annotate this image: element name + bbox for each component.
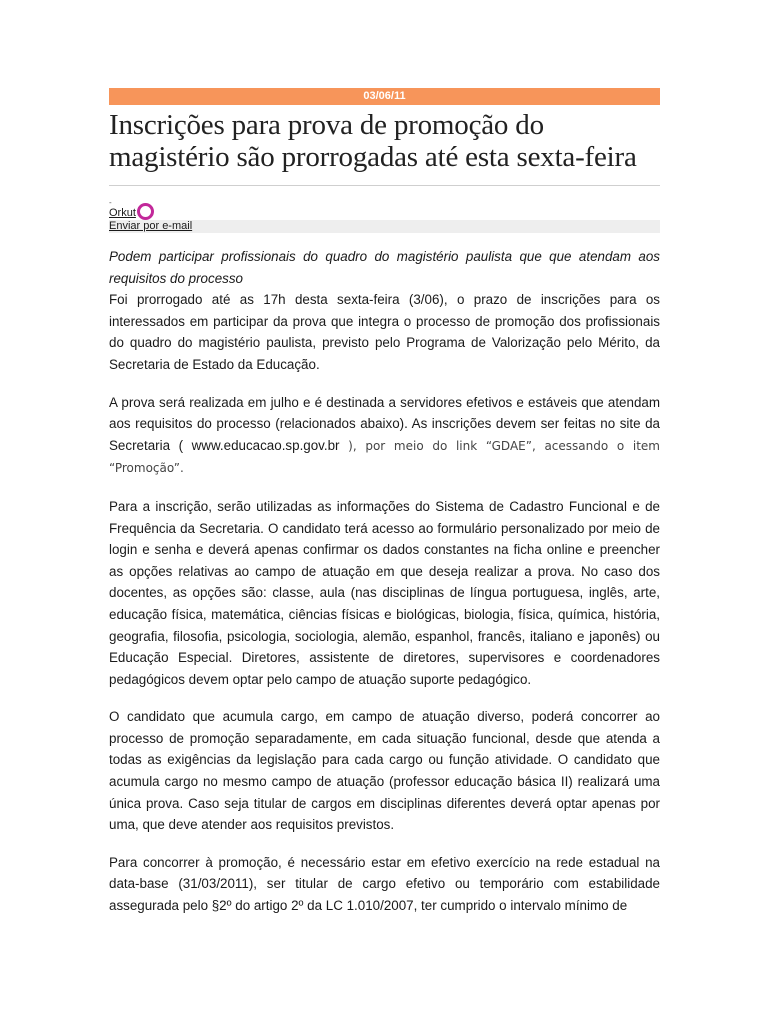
share-links (109, 200, 660, 233)
paragraph-2 (109, 392, 660, 480)
divider (109, 185, 660, 186)
paragraph-3: Para a inscrição, serão utilizadas as informações do Sistema de Cadastro Funcional e de Frequência da Secretaria. O candidato terá acesso ao formulário personalizado por meio de login e senha e deverá apenas confirmar os dados constantes na ficha online e preencher as opções relativas ao campo de atuação em que deseja realizar a prova. No caso dos docentes, as opções são: classe, aula (nas disciplinas de língua portuguesa, inglês, arte, educação física, matemática, ciências físicas e biológicas, biologia, física, química, história, geografia, filosofia, psicologia, sociologia, alemão, espanhol, francês, italiano e japonês) ou Educação Especial. Diretores, assistente de diretores, supervisores e coordenadores pedagógicos devem optar pelo campo de atuação suporte pedagógico. (109, 498, 660, 687)
paragraph-4: O candidato que acumula cargo, em campo de atuação diverso, poderá concorrer ao processo de promoção separadamente, em cada situação funcional, desde que atenda a todas as exigências da legislação para cada cargo ou função atividade. O candidato que acumula cargo no mesmo campo de atuação (professor educação básica II) realizará uma única prova. Caso seja titular de cargos em disciplinas diferentes deverá optar apenas por uma, que deve atender aos requisitos previstos. (109, 709, 660, 833)
email-share[interactable] (109, 220, 660, 233)
article-date: 03/06/11 (363, 90, 406, 102)
paragraph-1: Foi prorrogado até as 17h desta sexta-feira (3/06), o prazo de inscrições para os interessados em participar da prova que integra o processo de promoção dos profissionais do quadro do magistério paulista, previsto pelo Programa de Valorização pelo Mérito, da Secretaria de Estado da Educação. (109, 292, 660, 372)
orkut-share[interactable] (109, 206, 660, 220)
article-body (109, 246, 660, 917)
article-title: Inscrições para prova de promoção do magistério são prorrogadas até esta sexta-feira (109, 109, 637, 173)
paragraph-2-tail: ), por meio do link “GDAE”, acessando o item “Promoção”. (109, 438, 660, 476)
share-dash: - (109, 198, 112, 207)
paragraph-5: Para concorrer à promoção, é necessário estar em efetivo exercício na rede estadual na data-base (31/03/2011), ser titular de cargo efetivo ou temporário com estabilidade assegurada pelo §2º do artigo 2º da LC 1.010/2007, ter cumprido o intervalo mínimo de (109, 854, 660, 914)
paragraph-2-main: A prova será realizada em julho e é destinada a servidores efetivos e estáveis que atendam aos requisitos do processo (relacionados abaixo). As inscrições devem ser feitas no site da Secretaria ( www.educacao.sp.gov.br (109, 394, 660, 453)
article (109, 88, 660, 933)
email-link[interactable]: Enviar por e-mail (109, 220, 193, 232)
orkut-link[interactable]: Orkut (109, 206, 136, 219)
date-bar (109, 88, 660, 105)
orkut-icon[interactable] (137, 203, 154, 220)
lede-text: Podem participar profissionais do quadro do magistério paulista que que atendam aos requisitos do processo (109, 249, 660, 286)
article-lede (109, 246, 660, 289)
